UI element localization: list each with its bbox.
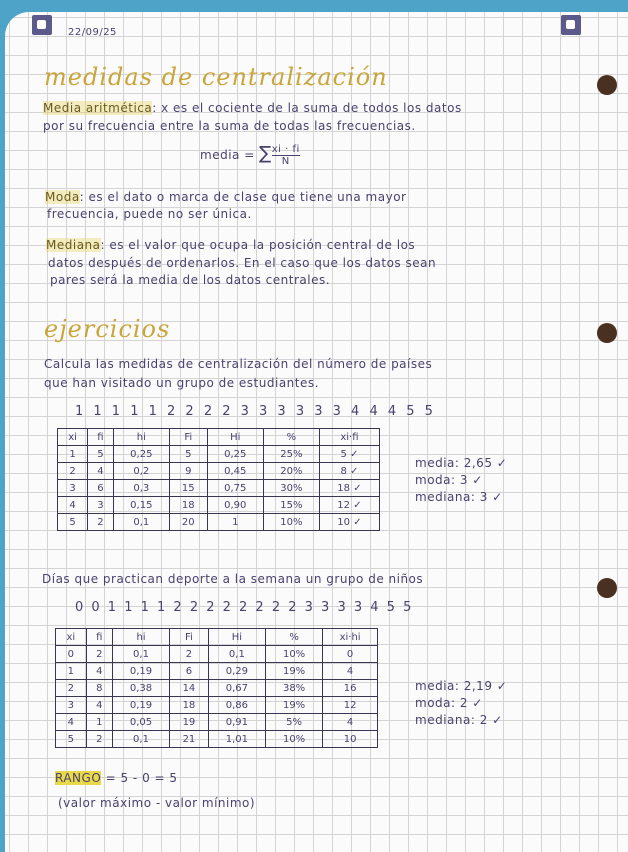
column-header: % (263, 429, 319, 446)
table-cell: 5 (56, 731, 87, 748)
table-cell: 15 (169, 480, 207, 497)
table-cell: 4 (56, 714, 87, 731)
stat-media: media: 2,19 ✓ (415, 679, 508, 693)
exercise-prompt: Días que practican deporte a la semana un grupo de niños (42, 572, 424, 586)
table-row (56, 680, 378, 697)
table-cell: 0,25 (207, 446, 263, 463)
table-cell: 4 (323, 663, 378, 680)
table-cell: 2 (58, 463, 88, 480)
table-cell: 1 (58, 446, 88, 463)
frequency-table-1 (57, 428, 380, 531)
table-cell: 19% (265, 663, 322, 680)
table-cell: 10% (265, 646, 322, 663)
table-cell: 0,19 (112, 663, 169, 680)
column-header: Fi (170, 629, 209, 646)
table-row (58, 497, 380, 514)
range-note: (valor máximo - valor mínimo) (58, 796, 256, 810)
table-cell: 5 (169, 446, 207, 463)
table-cell: 12 ✓ (319, 497, 379, 514)
table-cell: 21 (170, 731, 209, 748)
table-cell: 1 (207, 514, 263, 531)
table-cell: 0,05 (112, 714, 169, 731)
table-cell: 10 ✓ (319, 514, 379, 531)
table-cell: 10 (323, 731, 378, 748)
table-cell: 5% (265, 714, 322, 731)
column-header: fi (88, 429, 114, 446)
table-row (56, 731, 378, 748)
table-cell: 0,1 (112, 646, 169, 663)
range-expr: = 5 - 0 = 5 (105, 771, 178, 785)
table-cell: 10% (265, 731, 322, 748)
table-cell: 19 (170, 714, 209, 731)
table-cell: 0,86 (208, 697, 265, 714)
table-cell: 0,45 (207, 463, 263, 480)
table-cell: 18 (170, 697, 209, 714)
column-header: xi (58, 429, 88, 446)
table-cell: 20% (263, 463, 319, 480)
definition: frecuencia, puede no ser única. (47, 207, 252, 221)
term: Mediana (46, 238, 101, 252)
table-row (58, 463, 380, 480)
table-cell: 18 (169, 497, 207, 514)
binder-hole (597, 578, 617, 598)
table-cell: 0 (56, 646, 87, 663)
table-cell: 0,19 (112, 697, 169, 714)
stat-mediana: mediana: 3 ✓ (415, 490, 503, 504)
table-cell: 1,01 (208, 731, 265, 748)
binder-hole (597, 323, 617, 343)
column-header: Hi (207, 429, 263, 446)
table-row (56, 663, 378, 680)
table-cell: 19% (265, 697, 322, 714)
table-row (58, 480, 380, 497)
table-cell: 20 (169, 514, 207, 531)
table-cell: 12 (323, 697, 378, 714)
column-header: hi (113, 429, 169, 446)
column-header: hi (112, 629, 169, 646)
table-cell: 1 (56, 663, 87, 680)
page-title: medidas de centralización (44, 63, 388, 91)
table-cell: 0,75 (207, 480, 263, 497)
table-cell: 0,90 (207, 497, 263, 514)
stat-moda: moda: 2 ✓ (415, 696, 483, 710)
table-cell: 4 (58, 497, 88, 514)
table-cell: 2 (56, 680, 87, 697)
table-cell: 4 (88, 463, 114, 480)
table-cell: 16 (323, 680, 378, 697)
term: Media aritmética (43, 101, 153, 115)
table-cell: 10% (263, 514, 319, 531)
table-cell: 2 (170, 646, 209, 663)
table-row (58, 514, 380, 531)
table-cell: 8 (86, 680, 112, 697)
column-header: Hi (208, 629, 265, 646)
table-cell: 15% (263, 497, 319, 514)
table-cell: 0,25 (113, 446, 169, 463)
term: Moda (45, 190, 80, 204)
table-cell: 30% (263, 480, 319, 497)
table-row (56, 646, 378, 663)
table-cell: 5 ✓ (319, 446, 379, 463)
table-cell: 25% (263, 446, 319, 463)
exercises-heading: ejercicios (44, 315, 171, 343)
stat-mediana: mediana: 2 ✓ (415, 713, 503, 727)
range-label: RANGO (55, 771, 102, 785)
table-cell: 0 (323, 646, 378, 663)
table-cell: 0,2 (113, 463, 169, 480)
table-cell: 0,67 (208, 680, 265, 697)
table-row (58, 446, 380, 463)
date: 22/09/25 (68, 27, 117, 38)
table-cell: 9 (169, 463, 207, 480)
table-cell: 0,1 (112, 731, 169, 748)
binder-hole (597, 75, 617, 95)
definition: por su frecuencia entre la suma de todas las frecuencias. (43, 119, 416, 133)
stat-moda: moda: 3 ✓ (415, 473, 483, 487)
table-cell: 6 (88, 480, 114, 497)
table-cell: 3 (88, 497, 114, 514)
table-cell: 3 (56, 697, 87, 714)
definition: : x es el cociente de la suma de todos los datos (152, 101, 462, 115)
definition: : es el valor que ocupa la posición central de los (100, 238, 416, 252)
table-row (56, 714, 378, 731)
table-cell: 2 (86, 731, 112, 748)
formula: media = ∑ $\frac{xi \cdot fi}{N}$ (200, 143, 300, 167)
column-header: % (265, 629, 322, 646)
table-cell: 1 (86, 714, 112, 731)
table-cell: 0,3 (113, 480, 169, 497)
table-cell: 8 ✓ (319, 463, 379, 480)
frequency-table-2 (55, 628, 378, 748)
corner-tab-left (32, 15, 52, 35)
table-cell: 0,1 (113, 514, 169, 531)
table-cell: 6 (170, 663, 209, 680)
table-cell: 0,91 (208, 714, 265, 731)
column-header: xi (56, 629, 87, 646)
table-cell: 38% (265, 680, 322, 697)
data-sequence: 1 1 1 1 1 2 2 2 2 3 3 3 3 3 3 4 4 4 5 5 (75, 404, 436, 419)
table-cell: 2 (86, 646, 112, 663)
column-header: xi·hi (323, 629, 378, 646)
table-cell: 3 (58, 480, 88, 497)
column-header: fi (86, 629, 112, 646)
column-header: Fi (169, 429, 207, 446)
table-cell: 5 (88, 446, 114, 463)
table-cell: 5 (58, 514, 88, 531)
table-cell: 0,1 (208, 646, 265, 663)
table-cell: 2 (88, 514, 114, 531)
table-cell: 4 (323, 714, 378, 731)
table-cell: 0,15 (113, 497, 169, 514)
table-cell: 14 (170, 680, 209, 697)
stats-1 (415, 455, 507, 506)
table-header-row (56, 629, 378, 646)
column-header: xi·fi (319, 429, 379, 446)
table-cell: 0,29 (208, 663, 265, 680)
table-cell: 18 ✓ (319, 480, 379, 497)
table-cell: 0,38 (112, 680, 169, 697)
exercise-prompt: que han visitado un grupo de estudiantes. (44, 376, 319, 390)
stats-2 (415, 678, 507, 729)
table-cell: 4 (86, 663, 112, 680)
definition: : es el dato o marca de clase que tiene una mayor (79, 190, 407, 204)
definition: datos después de ordenarlos. En el caso que los datos sean (48, 256, 437, 270)
data-sequence: 0 0 1 1 1 1 2 2 2 2 2 2 2 2 3 3 3 3 4 5 5 (75, 600, 414, 615)
table-row (56, 697, 378, 714)
exercise-prompt: Calcula las medidas de centralización del número de países (44, 357, 433, 371)
stat-media: media: 2,65 ✓ (415, 456, 508, 470)
table-header-row (58, 429, 380, 446)
table-cell: 4 (86, 697, 112, 714)
definition: pares será la media de los datos centrales. (50, 273, 331, 287)
corner-tab-right (561, 15, 581, 35)
